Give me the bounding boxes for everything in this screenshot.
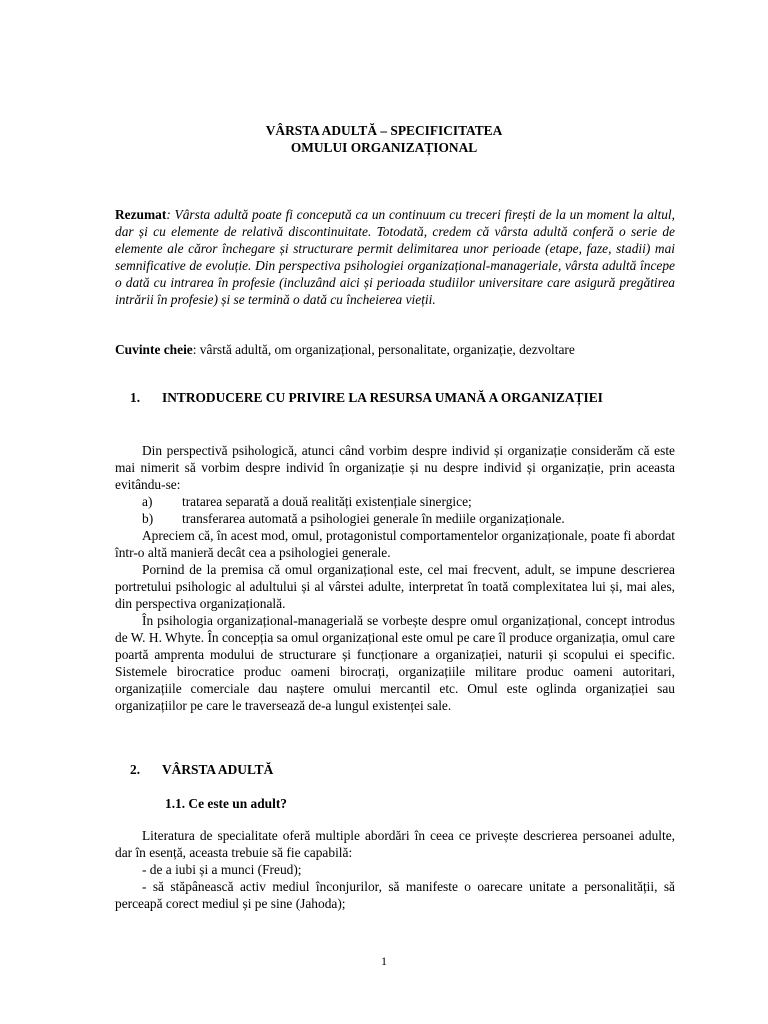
list-item-a-text: tratarea separată a două realități existențiale sinergice;: [182, 494, 472, 509]
keywords-paragraph: [115, 341, 675, 358]
section-2-number: 2.: [130, 762, 141, 777]
document-title-line-1: VÂRSTA ADULTĂ – SPECIFICITATEA: [265, 123, 503, 138]
abstract-paragraph: [115, 206, 675, 308]
abstract-label: Rezumat: [115, 207, 167, 222]
dash-item-1: - de a iubi și a munci (Freud);: [142, 862, 302, 877]
dash-item-2: - să stăpânească activ mediul înconjurilor, să manifeste o oarecare unitate a personalității, să perceapă corect mediul și pe sine (Jahoda);: [115, 879, 675, 911]
section-1-title: INTRODUCERE CU PRIVIRE LA RESURSA UMANĂ A ORGANIZAȚIEI: [162, 390, 603, 405]
section-2-body: [115, 827, 675, 912]
list-item-b-marker: b): [142, 511, 154, 526]
document-title-line-2: OMULUI ORGANIZAȚIONAL: [290, 140, 478, 155]
section-1-paragraph-2: Apreciem că, în acest mod, omul, protagonistul comportamentelor organizaționale, poate fi abordat într-o altă manieră decât cea a psihologiei generale.: [115, 528, 675, 560]
section-2-paragraph-1: Literatura de specialitate oferă multiple abordări în ceea ce privește descrierea persoanei adulte, dar în esență, aceasta trebuie să fie capabilă:: [115, 828, 675, 860]
abstract-text: : Vârsta adultă poate fi concepută ca un continuum cu treceri firești de la un moment la altul, dar și cu elemente de relativă discontinuitate. Totodată, credem că vârsta adultă conferă o serie de elemente ale căror închegare și structurare permit delimitarea unor perioade (etape, faze, stadii) mai semnificative de evoluție. Din perspectiva psihologiei organizațional-manageriale, vârsta adultă începe o dată cu intrarea în profesie (incluzând aici și perioada studiilor universitare care asigură pregătirea intrării în profesie) și se termină o dată cu încheierea vieții.: [115, 207, 675, 307]
page-number: 1: [381, 954, 387, 968]
list-item-b-text: transferarea automată a psihologiei generale în mediile organizaționale.: [182, 511, 565, 526]
subsection-heading: 1.1. Ce este un adult?: [165, 796, 288, 811]
section-1-paragraph-4: În psihologia organizațional-managerială se vorbește despre omul organizațional, concept introdus de W. H. Whyte. În concepția sa omul organizațional este omul pe care îl produce organizația, omul care poartă amprenta modului de structurare și funcționare a organizației, naturii și scopului ei specific. Sistemele birocratice produc oameni birocrați, organizațiile militare produc oameni autoritari, organizațiile comerciale dau naștere omului mercantil etc. Omul este oglinda organizației sau organizațiilor pe care le traversează de-a lungul existenței sale.: [115, 613, 675, 713]
section-2-heading: [130, 761, 273, 778]
keywords-text: : vârstă adultă, om organizațional, personalitate, organizație, dezvoltare: [192, 342, 575, 357]
section-1-number: 1.: [130, 390, 141, 405]
list-item-a-marker: a): [142, 494, 153, 509]
section-1-heading: [130, 389, 603, 406]
section-2-title: VÂRSTA ADULTĂ: [162, 762, 274, 777]
section-1-body: [115, 442, 675, 714]
keywords-label: Cuvinte cheie: [115, 342, 193, 357]
section-1-paragraph-1: Din perspectivă psihologică, atunci când vorbim despre individ și organizație considerăm că este mai nimerit să vorbim despre individ în organizație și nu despre individ și organizație, prin aceasta evitându-se:: [115, 443, 675, 492]
section-1-paragraph-3: Pornind de la premisa că omul organizațional este, cel mai frecvent, adult, se impune descrierea portretului psihologic al adultului și al vârstei adulte, interpretat în toată complexitatea lui și, mai ales, din perspectiva organizațională.: [115, 562, 675, 611]
list-item-a: [115, 493, 675, 510]
list-item-b: [115, 510, 675, 527]
